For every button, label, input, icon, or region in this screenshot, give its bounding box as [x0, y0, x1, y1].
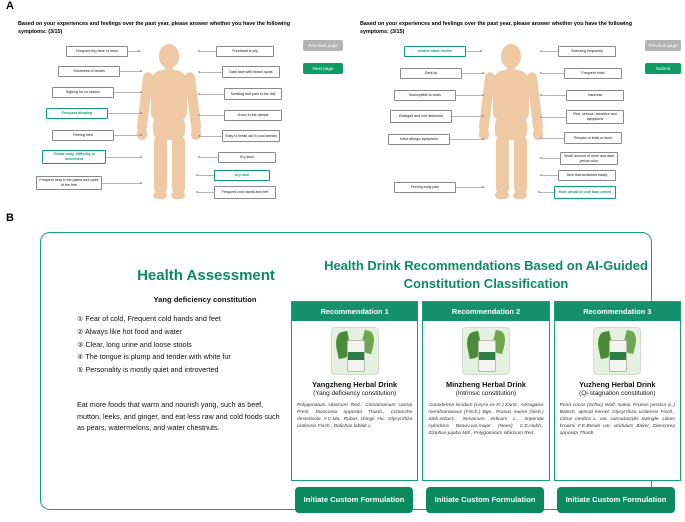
connector	[540, 192, 554, 193]
symptom-tag[interactable]: Dry stool	[218, 152, 276, 163]
drink-name: Minzheng Herbal Drink	[445, 380, 527, 389]
figure-torso	[151, 70, 187, 122]
recommendation-header: Recommendation 2	[423, 302, 548, 321]
connector	[542, 158, 560, 159]
figure-foot-right	[171, 192, 185, 199]
body-diagram-2	[360, 42, 660, 202]
initiate-custom-formulation-button-3[interactable]: Initiate Custom Formulation	[557, 487, 675, 513]
human-figure	[126, 44, 212, 202]
symptom-tag-selected[interactable]: More afraid of cold than others	[554, 186, 616, 199]
symptom-tag[interactable]: Frequent heat in the palms and soles of the feet	[36, 176, 102, 190]
figure-torso	[493, 70, 529, 122]
recommendation-column-2	[422, 301, 549, 481]
connector	[456, 187, 484, 188]
symptom-tag[interactable]: Insomnia	[566, 90, 624, 101]
symptom-tag[interactable]: Small amount of urine and dark yellow color	[560, 152, 618, 165]
panel-b-label: B	[6, 212, 14, 224]
connector	[542, 73, 564, 74]
figure-foot-right	[513, 192, 527, 199]
connector	[542, 95, 566, 96]
symptom-tag[interactable]: Have allergic symptoms	[388, 134, 450, 145]
initiate-custom-formulation-button-2[interactable]: Initiate Custom Formulation	[426, 487, 544, 513]
survey-page-2	[360, 20, 660, 205]
symptom-tag[interactable]: Frequent tiny face or torso	[66, 46, 128, 57]
symptom-tag[interactable]: Red, serious, sensitive and symptoms	[566, 110, 624, 124]
symptom-tag[interactable]: Sighing for no reason	[52, 87, 114, 98]
submit-button[interactable]: Submit	[645, 63, 681, 74]
connector	[108, 113, 142, 114]
panel-a-label: A	[6, 0, 14, 12]
drink-ingredients: Ganoderma lucidum (Leyss.ex Fr.) Karst., Astragalus membranaceus (Fisch.) Bge., Prunus mume (Sieb.) Sieb.etZucc., Sesamum indicum L., Imperata cylindrica Beauv.var.major (Nees) C.E.Hubb., Ziziphus jujuba Mill., Polygonatum sibiricum Red.	[428, 403, 544, 436]
symptom-tag[interactable]: Sneezing frequently	[558, 46, 616, 57]
connector	[198, 192, 214, 193]
drink-bottle-icon	[331, 327, 379, 375]
symptom-tag[interactable]: Shortness of breath	[58, 66, 120, 77]
figure-leg-left	[154, 136, 167, 194]
assessment-title: Health Assessment	[137, 267, 275, 284]
symptom-tag[interactable]: Feeling tired	[52, 130, 114, 141]
connector	[200, 94, 224, 95]
figure-leg-left	[496, 136, 509, 194]
next-page-button[interactable]: Next page	[303, 63, 343, 74]
assessment-item: ⑤ Personality is mostly quiet and introverted	[77, 365, 219, 375]
connector	[542, 175, 558, 176]
symptom-tag-selected[interactable]: Throat body, difficulty in movement	[42, 150, 106, 164]
assessment-items	[77, 313, 277, 377]
figure-hand-right	[191, 128, 201, 140]
assessment-item: ② Always like hot food and water	[77, 326, 183, 336]
previous-page-button-2[interactable]: Previous page	[645, 40, 681, 51]
initiate-custom-formulation-button-1[interactable]: Initiate Custom Formulation	[295, 487, 413, 513]
drink-ingredients: Polygonatum sibiricum Red., Cinnamomum cassia Presl, Dioscorea opposita Thunb., Cistanche deserticola Y.C.Ma, Rubus chingii Hu, Glycyrrhiza uralensis Fisch., Dolichos lablab L.	[297, 403, 413, 429]
human-figure	[468, 44, 554, 202]
drink-constitution: (Qi-stagnation constitution)	[579, 390, 656, 397]
drink-ingredients: Poria cocos (Schw.) Wolf, Nakai, Prunus persica (L.) Batsch, apricot kernel, Glycyrrhiza uralensis Fisch., Citrus medica L. var. sarcodactylis Swingle, Lilium brownii F.E.Brown var. viridulum Baker, Dioscorea opposita Thunb.	[559, 403, 675, 436]
body-diagram-1	[18, 42, 318, 202]
drink-bottle-icon	[593, 327, 641, 375]
figure-leg-right	[172, 136, 185, 194]
symptom-tag[interactable]: Enlarged and soft abdomen	[390, 110, 452, 123]
symptom-tag[interactable]: Feeling body pain	[394, 182, 456, 193]
drink-bottle-icon	[462, 327, 510, 375]
recommendation-columns	[291, 301, 681, 481]
connector	[200, 136, 222, 137]
connector	[542, 138, 564, 139]
recommendation-column-3	[554, 301, 681, 481]
survey-page-1	[18, 20, 318, 205]
connector	[462, 73, 484, 74]
assessment-advice: Eat more foods that warm and nourish yang, such as beef, mutton, leeks, and ginger, and eat less raw and cold foods such as pears, watermelons, and water chestnuts.	[77, 400, 280, 433]
figure-foot-left	[495, 192, 509, 199]
connector	[542, 117, 566, 118]
recommendation-card	[40, 232, 675, 510]
assessment-constitution: Yang deficiency constitution	[153, 295, 257, 304]
recommendations-title: Health Drink Recommendations Based on AI-Guided Constitution Classification	[324, 258, 648, 291]
symptom-tag[interactable]: Down in the damps	[224, 110, 282, 121]
connector	[452, 116, 484, 117]
previous-page-button-1[interactable]: Previous page	[303, 40, 343, 51]
recommendation-header: Recommendation 3	[555, 302, 680, 321]
symptom-tag-selected[interactable]: Dry skin	[214, 170, 270, 181]
assessment-item: ④ The tongue is plump and tender with white fur	[77, 352, 231, 362]
panel-b	[0, 210, 685, 522]
recommendation-body	[423, 321, 548, 480]
connector	[102, 183, 142, 184]
connector	[120, 71, 142, 72]
symptom-tag[interactable]: Susceptible to colds	[394, 90, 456, 101]
symptom-tag[interactable]: Forehead is oily	[216, 46, 274, 57]
symptom-tag[interactable]: Swelling and pain in the ribs	[224, 88, 282, 100]
connector	[198, 175, 214, 176]
recommendation-body	[555, 321, 680, 480]
survey-question-title: Based on your experiences and feelings over the past year, please answer whether you have the following symptoms: (3/15)	[18, 21, 291, 36]
symptom-tag[interactable]: Dark face with brown spots	[222, 66, 280, 78]
connector	[200, 51, 216, 52]
connector	[200, 115, 224, 116]
connector	[456, 95, 484, 96]
connector	[200, 72, 222, 73]
recommendation-column-1	[291, 301, 418, 481]
connector	[200, 157, 218, 158]
assessment-item: ③ Clear, long urine and loose stools	[77, 339, 192, 349]
connector	[106, 157, 142, 158]
drink-name: Yuzheng Herbal Drink	[579, 380, 656, 389]
connector	[450, 139, 484, 140]
recommendation-header: Recommendation 1	[292, 302, 417, 321]
symptom-tag[interactable]: Frequent thirst	[564, 68, 622, 79]
survey-question-title: Based on your experiences and feelings over the past year, please answer whether you have the following symptoms: (3/15)	[360, 21, 633, 36]
symptom-tag-selected[interactable]: Visible black circles	[404, 46, 466, 57]
symptom-tag[interactable]: Easy to break out in cold sweats	[222, 130, 280, 142]
connector	[114, 135, 142, 136]
symptom-tag[interactable]: Skin that scratches easily	[558, 170, 616, 181]
symptom-tag[interactable]: Dark lip	[400, 68, 462, 79]
symptom-tag[interactable]: Pimples or boils or acne	[564, 132, 622, 144]
connector	[542, 51, 558, 52]
drink-constitution: (Yang deficiency constitution)	[313, 390, 397, 397]
assessment-item: ① Fear of cold, Frequent cold hands and feet	[77, 314, 221, 323]
symptom-tag[interactable]: Frequent cold hands and feet	[214, 186, 276, 199]
panel-a	[0, 8, 685, 208]
figure-leg-right	[514, 136, 527, 194]
connector	[114, 92, 142, 93]
recommendation-body	[292, 321, 417, 480]
figure-foot-left	[153, 192, 167, 199]
drink-constitution: (Intrinsic constitution)	[455, 390, 517, 397]
drink-name: Yangzheng Herbal Drink	[312, 380, 398, 389]
symptom-tag-selected[interactable]: Frequent bloating	[46, 108, 108, 119]
